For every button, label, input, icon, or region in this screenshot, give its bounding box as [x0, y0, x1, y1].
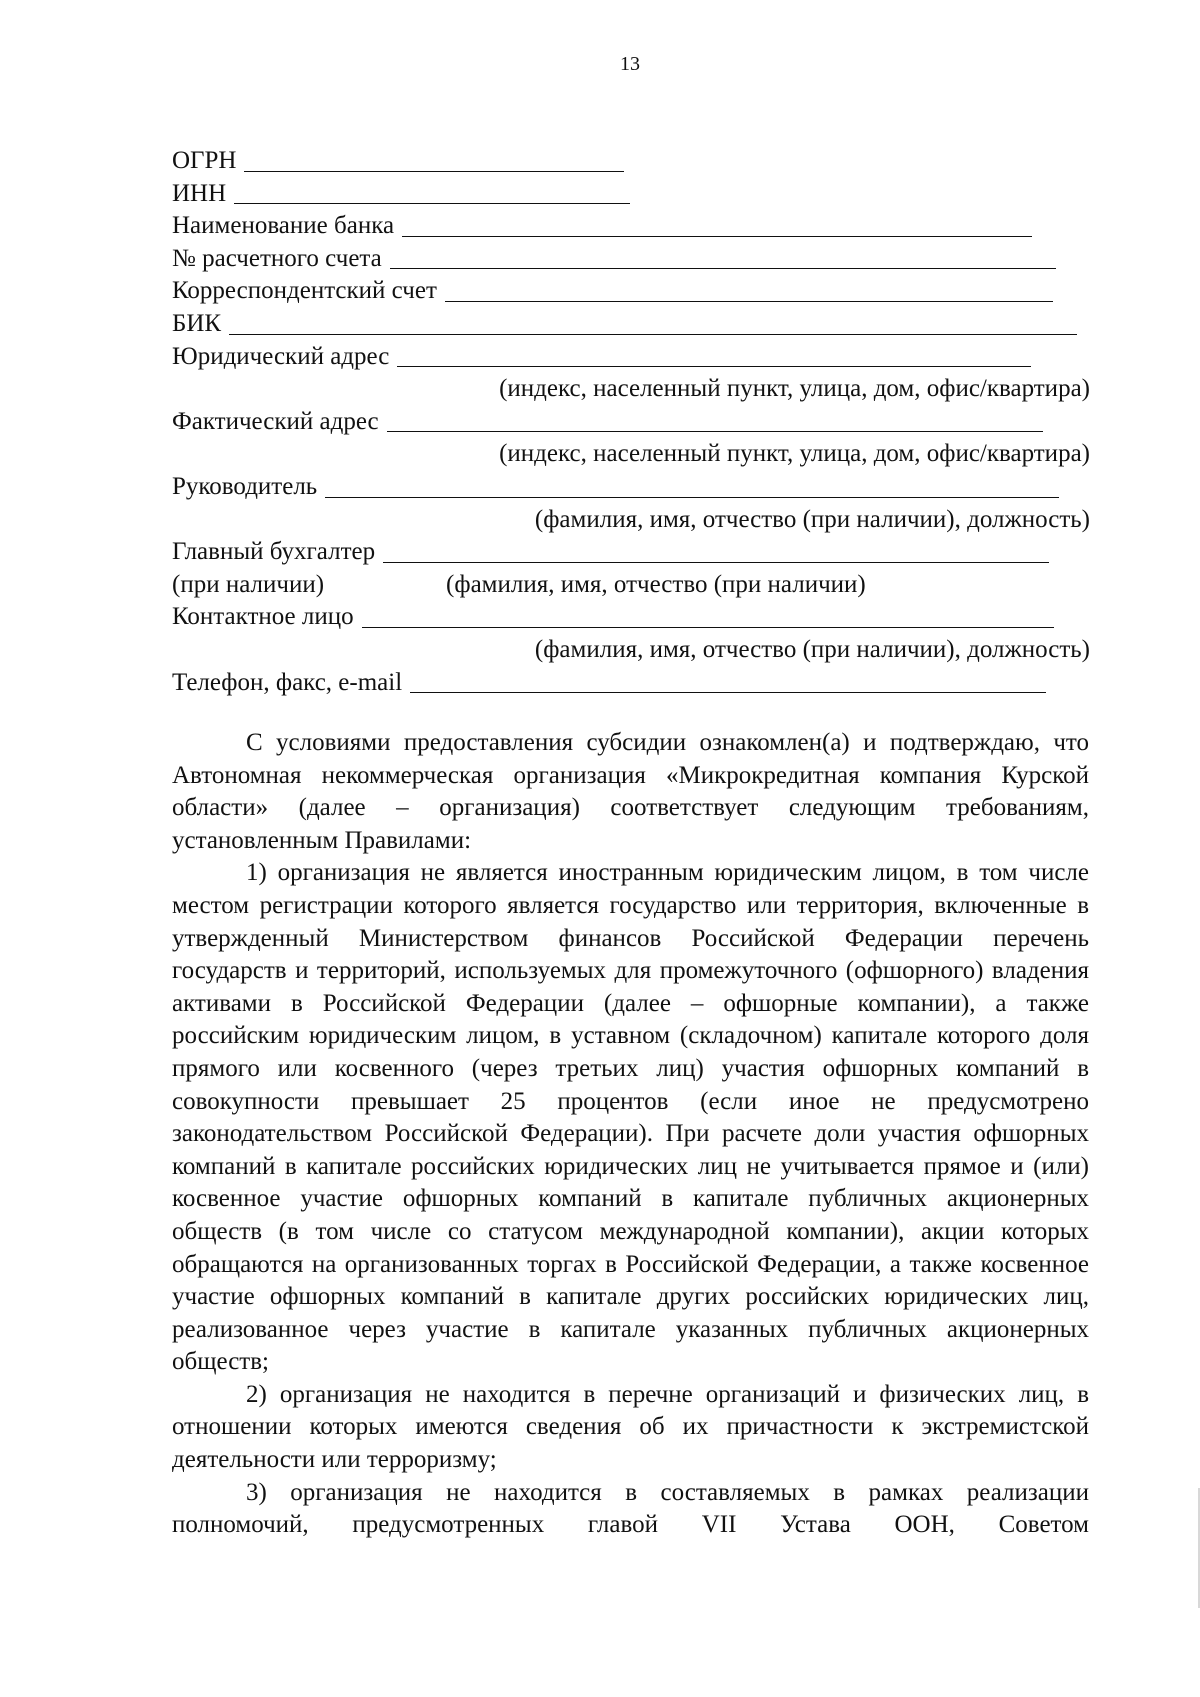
- legal-address-field[interactable]: [397, 366, 1031, 367]
- page-number: 13: [620, 53, 640, 75]
- director-field[interactable]: [325, 497, 1059, 498]
- actual-address-hint: (индекс, населенный пункт, улица, дом, офис/квартира): [499, 440, 1090, 468]
- chief-accountant-field[interactable]: [383, 562, 1049, 563]
- contact-person-hint: (фамилия, имя, отчество (при наличии), должность): [534, 635, 1090, 663]
- chief-accountant-hint-row: [172, 569, 1090, 602]
- bik-row: [172, 308, 1090, 341]
- bank-name-field[interactable]: [402, 236, 1032, 237]
- actual-address-hint-row: [172, 438, 1090, 471]
- chief-accountant-note: (при наличии): [172, 570, 325, 598]
- contact-person-row: [172, 601, 1090, 634]
- declaration-text: [172, 727, 1089, 1542]
- legal-address-row: [172, 341, 1090, 374]
- chief-accountant-label: Главный бухгалтер: [172, 538, 376, 566]
- intro-paragraph: С условиями предоставления субсидии ознакомлен(а) и подтверждаю, что Автономная некоммерческая организация «Микрокредитная компания Курской области» (далее – организация) соответствует следующим требованиям, установленным Правилами:: [172, 729, 1089, 854]
- ogrn-row: [172, 145, 1090, 178]
- inn-field[interactable]: [234, 203, 630, 204]
- phone-row: [172, 667, 1090, 700]
- chief-accountant-hint: (фамилия, имя, отчество (при наличии): [446, 570, 866, 598]
- contact-person-field[interactable]: [362, 627, 1054, 628]
- contact-person-label: Контактное лицо: [172, 603, 354, 631]
- actual-address-row: [172, 406, 1090, 439]
- director-hint: (фамилия, имя, отчество (при наличии), должность): [534, 505, 1090, 533]
- account-number-field[interactable]: [390, 268, 1056, 269]
- corr-account-label: Корреспондентский счет: [172, 277, 437, 305]
- requirement-3: 3) организация не находится в составляемых в рамках реализации полномочий, предусмотренных главой VII Устава ООН, Советом: [172, 1478, 1089, 1539]
- ogrn-field[interactable]: [244, 171, 624, 172]
- director-label: Руководитель: [172, 472, 318, 500]
- legal-address-hint: (индекс, населенный пункт, улица, дом, офис/квартира): [499, 375, 1090, 403]
- phone-field[interactable]: [410, 692, 1046, 693]
- chief-accountant-row: [172, 536, 1090, 569]
- corr-account-field[interactable]: [445, 301, 1053, 302]
- bank-name-row: [172, 210, 1090, 243]
- director-row: [172, 471, 1090, 504]
- inn-label: ИНН: [172, 179, 227, 207]
- ogrn-label: ОГРН: [172, 147, 237, 174]
- requirement-2: 2) организация не находится в перечне организаций и физических лиц, в отношении которых имеются сведения об их причастности к экстремистской деятельности или терроризму;: [172, 1380, 1089, 1474]
- account-number-label: № расчетного счета: [172, 244, 382, 272]
- requisites-form: [172, 145, 1090, 699]
- actual-address-label: Фактический адрес: [172, 407, 379, 435]
- contact-person-hint-row: [172, 634, 1090, 667]
- inn-row: [172, 178, 1090, 211]
- director-hint-row: [172, 504, 1090, 537]
- account-number-row: [172, 243, 1090, 276]
- actual-address-field[interactable]: [387, 431, 1043, 432]
- legal-address-label: Юридический адрес: [172, 342, 390, 370]
- phone-label: Телефон, факс, e-mail: [172, 668, 403, 696]
- legal-address-hint-row: [172, 373, 1090, 406]
- bank-name-label: Наименование банка: [172, 212, 395, 240]
- bik-field[interactable]: [229, 334, 1077, 335]
- corr-account-row: [172, 275, 1090, 308]
- requirement-1: 1) организация не является иностранным юридическим лицом, в том числе местом регистрации которого является государство или территория, включенные в утвержденный Министерством финансов Российской Федерации перечень государств и территорий, используемых для промежуточного (офшорного) владения активами в Российской Федерации (далее – офшорные компании), а также российским юридическим лицом, в уставном (складочном) капитале которого доля прямого или косвенного (через третьих лиц) участия офшорных компаний в совокупности превышает 25 процентов (если иное не предусмотрено законодательством Российской Федерации). При расчете доли участия офшорных компаний в капитале российских юридических лиц не учитывается прямое и (или) косвенное участие офшорных компаний в капитале публичных акционерных обществ (в том числе со статусом международной компании), акции которых обращаются на организованных торгах в Российской Федерации, а также косвенное участие офшорных компаний в капитале других российских юридических лиц, реализованное через участие в капитале указанных публичных акционерных обществ;: [172, 859, 1089, 1376]
- bik-label: БИК: [172, 309, 222, 337]
